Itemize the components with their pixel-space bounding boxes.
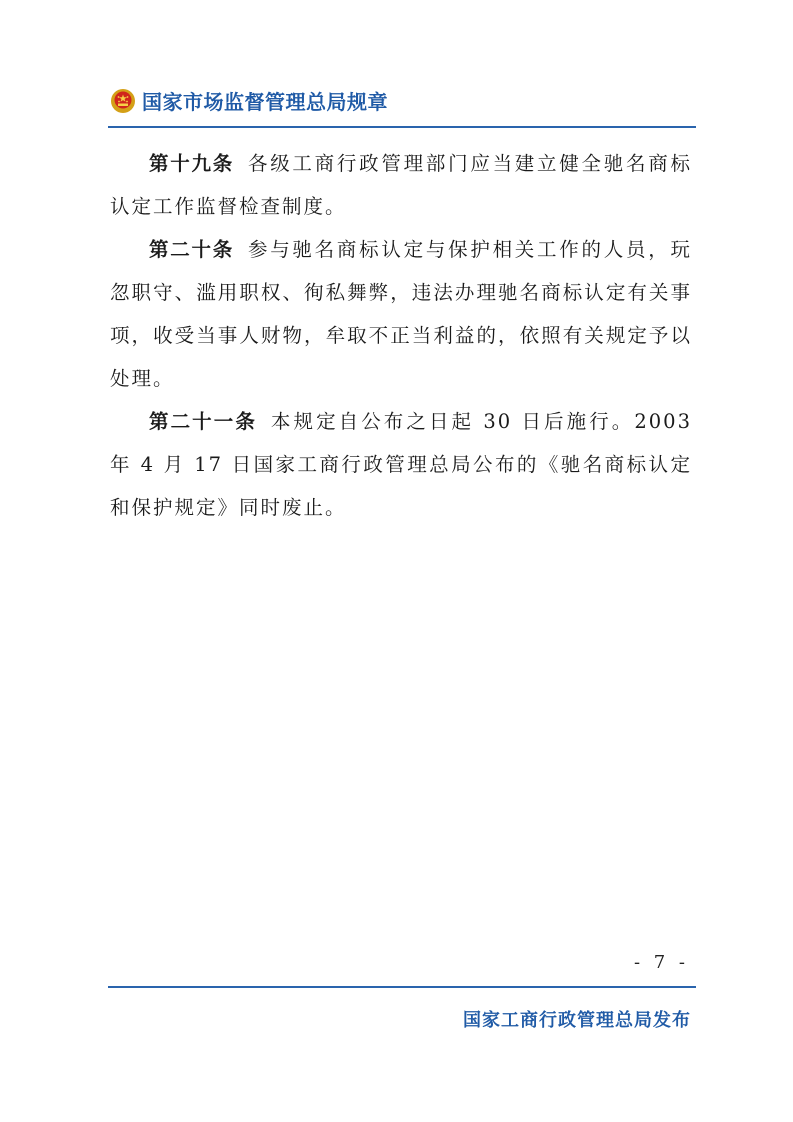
- article-21: [110, 400, 692, 529]
- article-heading: 第二十一条: [149, 410, 257, 433]
- document-header: [110, 86, 388, 115]
- article-20: [110, 228, 692, 400]
- header-title: 国家市场监督管理总局规章: [142, 90, 388, 114]
- footer-divider: [108, 986, 696, 988]
- article-text: 本规定自公布之日起 30 日后施行。2003 年 4 月 17 日国家工商行政管理总局公布的《驰名商标认定和保护规定》同时废止。: [110, 410, 692, 519]
- header-divider: [108, 126, 696, 128]
- publisher-label: 国家工商行政管理总局发布: [463, 1010, 691, 1031]
- article-heading: 第十九条: [149, 152, 234, 175]
- article-text: 参与驰名商标认定与保护相关工作的人员，玩忽职守、滥用职权、徇私舞弊，违法办理驰名商标认定有关事项，收受当事人财物，牟取不正当利益的，依照有关规定予以处理。: [110, 238, 692, 390]
- page-number: - 7 -: [633, 952, 689, 973]
- article-heading: 第二十条: [149, 238, 234, 261]
- national-emblem-icon: [110, 88, 136, 114]
- article-text: 各级工商行政管理部门应当建立健全驰名商标认定工作监督检查制度。: [110, 152, 692, 218]
- document-body: [110, 142, 692, 529]
- article-19: [110, 142, 692, 228]
